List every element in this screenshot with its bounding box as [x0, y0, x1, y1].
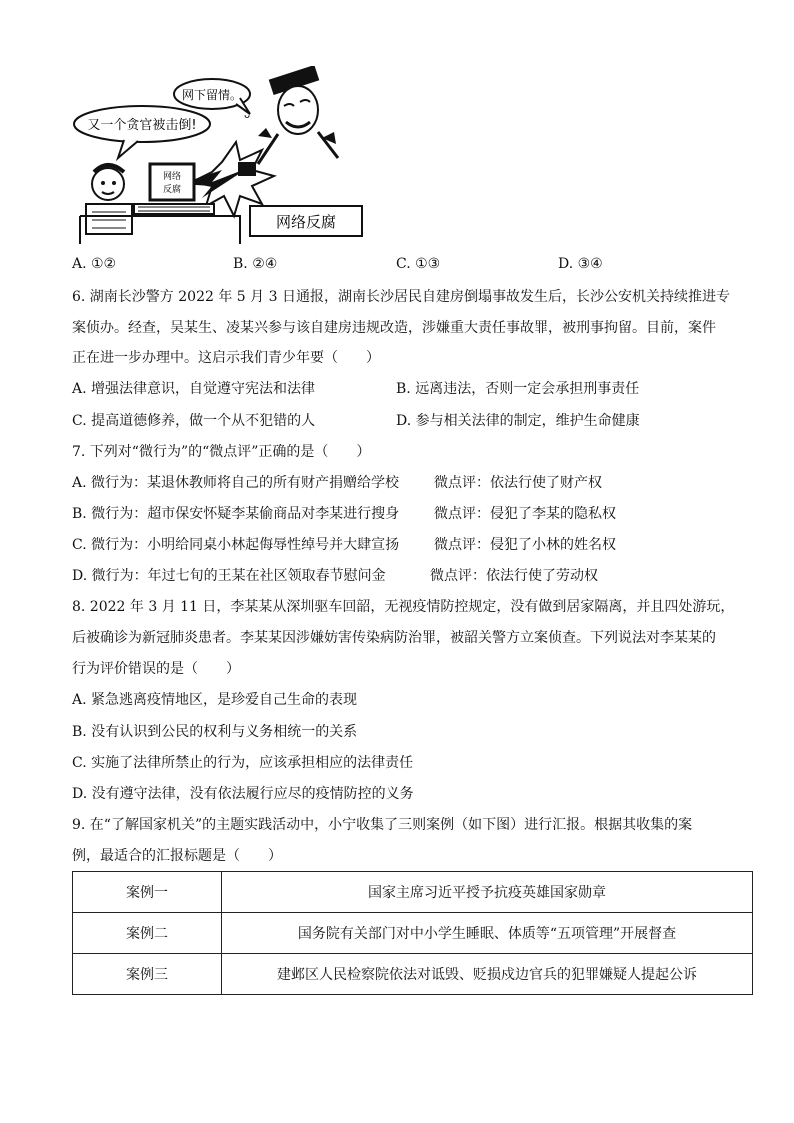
q6-stem-line-1: 6. 湖南长沙警方 2022 年 5 月 3 日通报，湖南长沙居民自建房倒塌事故发生后，长沙公安机关持续推进专: [72, 289, 730, 305]
q8-option-d: D. 没有遵守法律，没有依法履行应尽的疫情防控的义务: [72, 786, 414, 802]
q8-stem-line-2: 后被确诊为新冠肺炎患者。李某某因涉嫌妨害传染病防治罪，被韶关警方立案侦查。下列说法对李某某的: [72, 630, 716, 646]
monitor-text-1: 网络: [162, 172, 182, 182]
q9-case-table: [72, 871, 753, 995]
computer-monitor: [134, 164, 214, 214]
q7-option-c-act: C. 微行为：小明给同桌小林起侮辱性绰号并大肆宣扬: [72, 537, 400, 553]
netizen-figure: [86, 165, 132, 234]
speech-bubble-right-text: 网下留情。: [181, 88, 243, 102]
q7-option-a-comment: 微点评：依法行使了财产权: [434, 475, 602, 491]
q5-option-d: D. ③④: [558, 256, 603, 272]
q5-option-c: C. ①③: [396, 256, 441, 272]
q6-option-d: D. 参与相关法律的制定，维护生命健康: [396, 413, 640, 429]
q7-option-d-act: D. 微行为：年过七旬的王某在社区领取春节慰问金: [72, 568, 386, 584]
q8-option-b: B. 没有认识到公民的权利与义务相统一的关系: [72, 724, 358, 740]
q5-option-a: A. ①②: [72, 256, 117, 272]
case-label: 案例二: [73, 913, 222, 954]
q7-option-b-act: B. 微行为：超市保安怀疑李某偷商品对李某进行搜身: [72, 506, 400, 522]
q9-stem-line-2: 例，最适合的汇报标题是（ ）: [72, 848, 282, 864]
fist-icon: [238, 162, 256, 176]
q7-option-d-comment: 微点评：依法行使了劳动权: [430, 568, 598, 584]
q7-option-b-comment: 微点评：侵犯了李某的隐私权: [434, 506, 616, 522]
speech-bubble-left-text: 又一个贪官被击倒!: [87, 118, 197, 133]
q8-stem-line-1: 8. 2022 年 3 月 11 日，李某某从深圳驱车回韶，无视疫情防控规定，没有做到居家隔离，并且四处游玩，: [72, 599, 735, 615]
corrupt-official-figure: [244, 66, 338, 164]
q7-option-c-comment: 微点评：侵犯了小林的姓名权: [434, 537, 616, 553]
table-row: [73, 954, 753, 995]
table-row: [73, 913, 753, 954]
q6-stem-line-3: 正在进一步办理中。这启示我们青少年要（ ）: [72, 350, 380, 366]
q6-stem-line-2: 案侦办。经查，吴某生、凌某兴参与该自建房违规改造，涉嫌重大责任事故罪，被刑事拘留。目前，案件: [72, 320, 716, 336]
case-content: 建邺区人民检察院依法对诋毁、贬损戍边官兵的犯罪嫌疑人提起公诉: [222, 954, 753, 995]
q5-option-b: B. ②④: [233, 256, 278, 272]
q8-option-c: C. 实施了法律所禁止的行为，应该承担相应的法律责任: [72, 755, 414, 771]
q6-option-c: C. 提高道德修养，做一个从不犯错的人: [72, 413, 316, 429]
table-row: [73, 872, 753, 913]
q8-stem-line-3: 行为评价错误的是（ ）: [72, 661, 240, 677]
q6-option-a: A. 增强法律意识，自觉遵守宪法和法律: [72, 381, 316, 397]
q6-option-b: B. 远离违法，否则一定会承担刑事责任: [396, 381, 640, 397]
q9-stem-line-1: 9. 在“了解国家机关”的主题实践活动中，小宁收集了三则案例（如下图）进行汇报。根据其收集的案: [72, 817, 693, 833]
case-content: 国务院有关部门对中小学生睡眠、体质等“五项管理”开展督查: [222, 913, 753, 954]
case-content: 国家主席习近平授予抗疫英雄国家勋章: [222, 872, 753, 913]
case-label: 案例一: [73, 872, 222, 913]
q7-option-a-act: A. 微行为：某退休教师将自己的所有财产捐赠给学校: [72, 475, 400, 491]
anti-corruption-cartoon: [72, 66, 368, 244]
speech-bubble-left-tail: [118, 140, 138, 158]
sign-text: 网络反腐: [275, 213, 337, 231]
shock-mark: ᴗ: [244, 110, 251, 121]
q8-option-a: A. 紧急逃离疫情地区，是珍爱自己生命的表现: [72, 692, 358, 708]
monitor-text-2: 反腐: [162, 185, 182, 195]
q7-stem: 7. 下列对“微行为”的“微点评”正确的是（ ）: [72, 444, 371, 460]
case-label: 案例三: [73, 954, 222, 995]
